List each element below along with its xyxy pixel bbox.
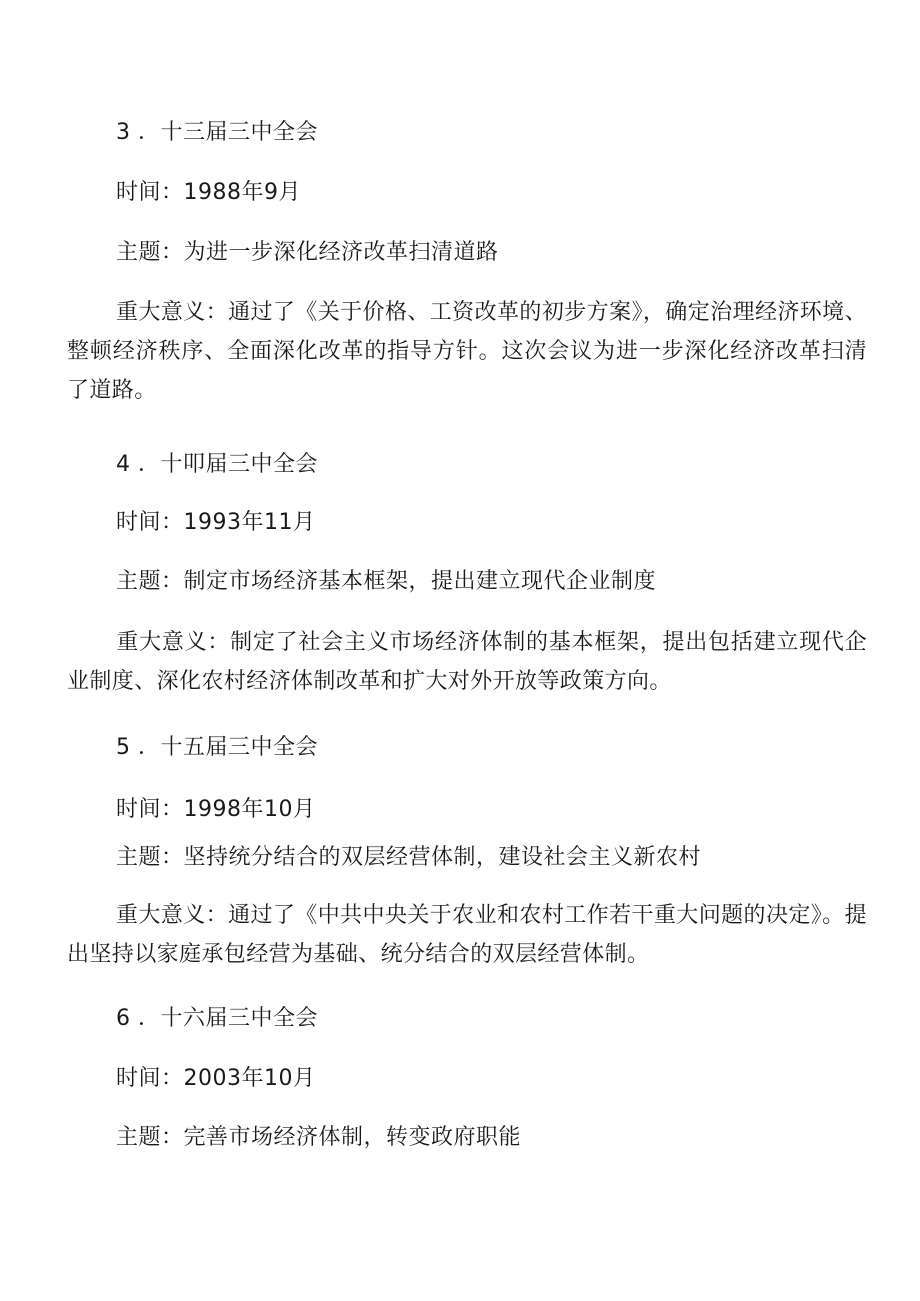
section-theme: 主题：完善市场经济体制，转变政府职能 xyxy=(116,1125,522,1150)
section-theme: 主题：制定市场经济基本框架，提出建立现代企业制度 xyxy=(116,569,657,594)
section-time: 时间：2003年10月 xyxy=(116,1066,316,1091)
section-heading: 5 ．十五届三中全会 xyxy=(116,735,318,760)
section-heading: 6 ．十六届三中全会 xyxy=(116,1006,318,1031)
section-significance: 重大意义：通过了《中共中央关于农业和农村工作若干重大问题的决定》。提出坚持以家庭承包经营为基础、统分结合的双层经营体制。 xyxy=(67,903,867,967)
section-theme: 主题：为进一步深化经济改革扫清道路 xyxy=(116,240,499,265)
section-time: 时间：1998年10月 xyxy=(116,797,316,822)
section-significance: 重大意义：通过了《关于价格、工资改革的初步方案》，确定治理经济环境、整顿经济秩序、全面深化改革的指导方针。这次会议为进一步深化经济改革扫清了道路。 xyxy=(67,300,867,403)
section-theme: 主题：坚持统分结合的双层经营体制，建设社会主义新农村 xyxy=(116,845,702,870)
section-time: 时间：1993年11月 xyxy=(116,510,316,535)
section-significance: 重大意义：制定了社会主义市场经济体制的基本框架，提出包括建立现代企业制度、深化农村经济体制改革和扩大对外开放等政策方向。 xyxy=(67,630,867,694)
section-time: 时间：1988年9月 xyxy=(116,180,301,205)
section-heading: 4 ．十叩届三中全会 xyxy=(116,452,318,477)
section-heading: 3 ．十三届三中全会 xyxy=(116,120,318,145)
